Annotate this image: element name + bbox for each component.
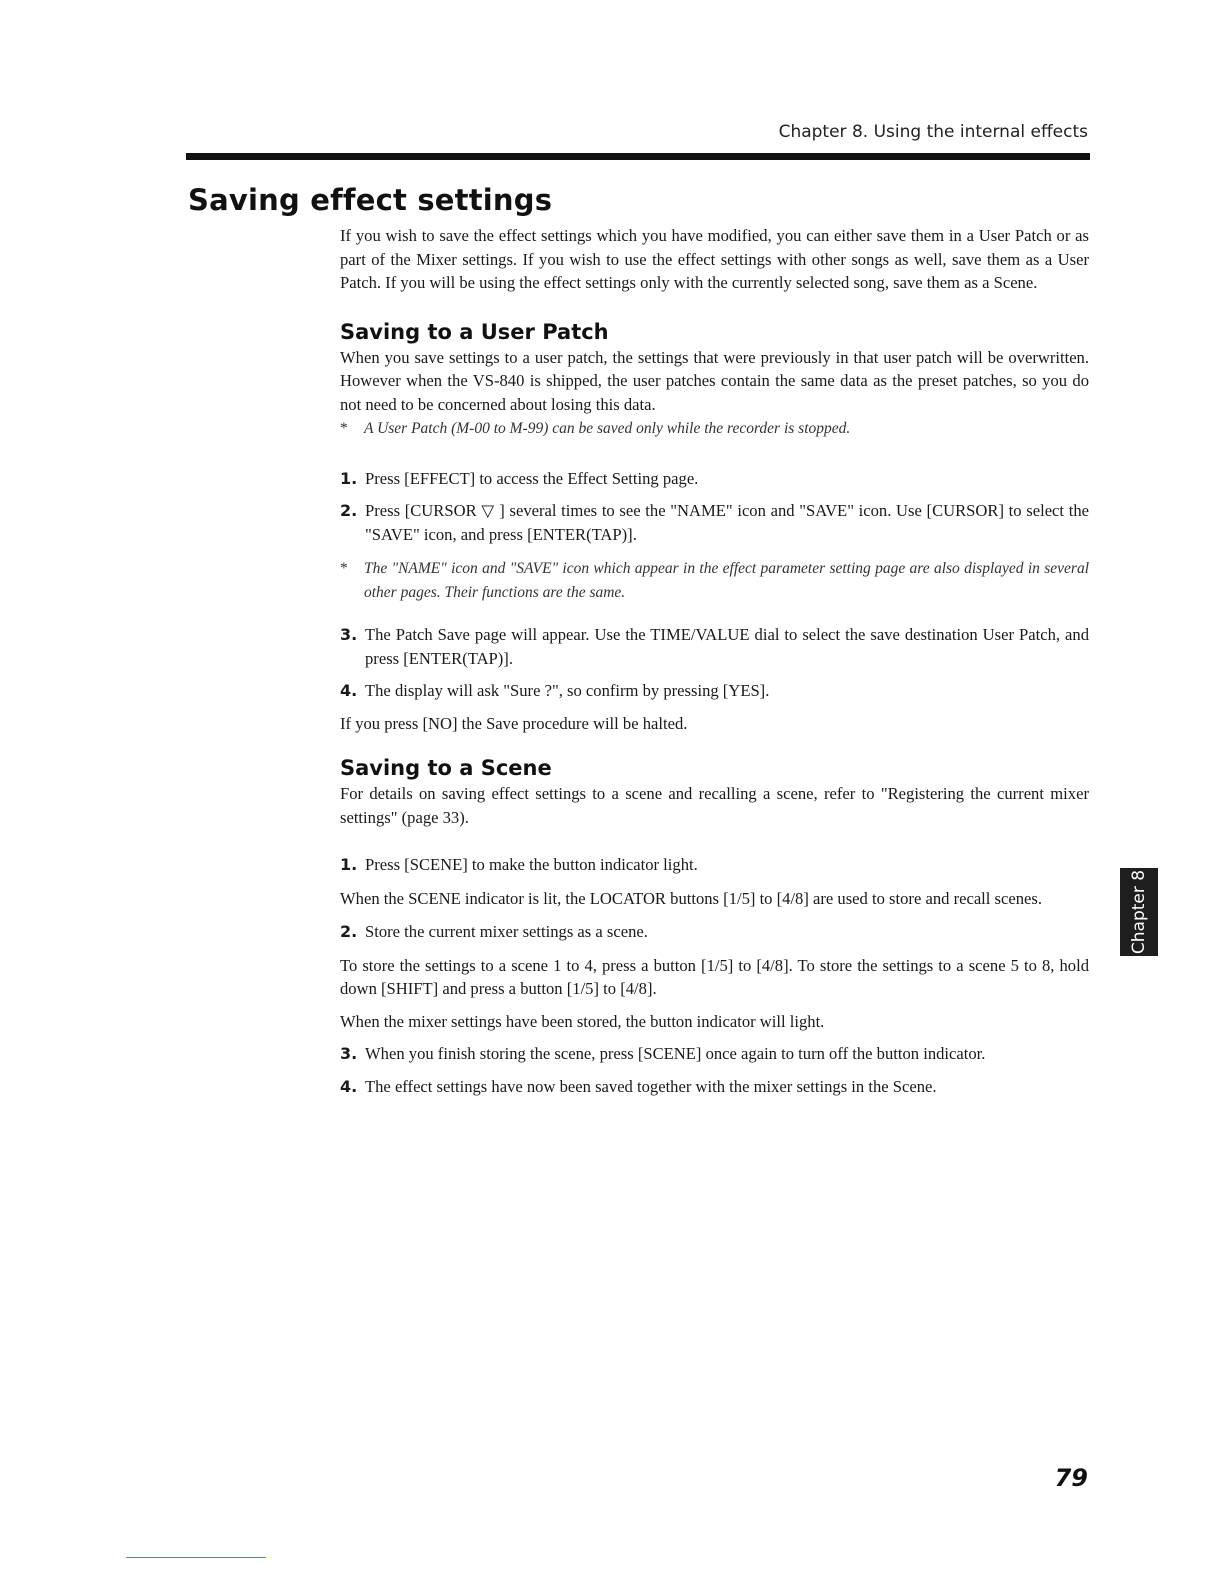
chapter-side-tab bbox=[1120, 868, 1158, 956]
step-text: Press [CURSOR ▽ ] several times to see the "NAME" icon and "SAVE" icon. Use [CURSOR] to select the "SAVE" icon, and press [ENTER(TAP)]. bbox=[365, 501, 1089, 544]
step-item bbox=[340, 1042, 1089, 1066]
user-patch-steps bbox=[340, 467, 1089, 547]
step-text: Press [SCENE] to make the button indicator light. bbox=[365, 855, 698, 874]
step-item bbox=[340, 499, 1089, 546]
section-heading-scene: Saving to a Scene bbox=[340, 756, 552, 780]
step-text: Press [EFFECT] to access the Effect Setting page. bbox=[365, 468, 699, 488]
step-number: 3. bbox=[340, 1044, 358, 1063]
page-number: 79 bbox=[1054, 1464, 1088, 1492]
scene-steps bbox=[340, 853, 1089, 877]
step-text: The display will ask "Sure ?", so confirm by pressing [YES]. bbox=[365, 681, 770, 700]
step-sub-text: To store the settings to a scene 1 to 4, press a button [1/5] to [4/8]. To store the settings to a scene 5 to 8, hold down [SHIFT] and press a button [1/5] to [4/8]. bbox=[340, 955, 1089, 998]
note-asterisk: * bbox=[340, 560, 348, 577]
step-number: 1. bbox=[340, 468, 358, 488]
step-number: 4. bbox=[340, 681, 358, 700]
step-sub-text: When the SCENE indicator is lit, the LOCATOR buttons [1/5] to [4/8] are used to store and recall scenes. bbox=[340, 888, 1043, 908]
scene-steps-3 bbox=[340, 1042, 1089, 1098]
step-sub-text: If you press [NO] the Save procedure will be halted. bbox=[340, 713, 688, 733]
footer-line bbox=[126, 1557, 266, 1558]
header-rule bbox=[186, 153, 1090, 160]
note-user-patch-stopped bbox=[340, 417, 1089, 441]
note-text: A User Patch (M-00 to M-99) can be saved only while the recorder is stopped. bbox=[364, 420, 851, 437]
step-item bbox=[340, 623, 1089, 670]
running-header: Chapter 8. Using the internal effects bbox=[778, 122, 1088, 142]
main-content bbox=[340, 224, 1089, 1098]
page-title: Saving effect settings bbox=[188, 183, 553, 217]
step-item bbox=[340, 467, 1089, 491]
step-number: 1. bbox=[340, 855, 358, 874]
step-text: The Patch Save page will appear. Use the TIME/VALUE dial to select the save destination User Patch, and press [ENTER(TAP)]. bbox=[365, 625, 1089, 668]
step-number: 2. bbox=[340, 922, 358, 941]
note-name-save-icons bbox=[340, 557, 1089, 604]
step-item bbox=[340, 853, 1089, 877]
scene-steps-2 bbox=[340, 920, 1089, 944]
user-patch-steps-continued bbox=[340, 623, 1089, 703]
step-number: 2. bbox=[340, 501, 358, 520]
step-item bbox=[340, 920, 1089, 944]
section-heading-user-patch: Saving to a User Patch bbox=[340, 319, 609, 344]
chapter-tab-label: Chapter 8 bbox=[1129, 869, 1149, 955]
step-text: The effect settings have now been saved together with the mixer settings in the Scene. bbox=[365, 1076, 937, 1096]
intro-paragraph: If you wish to save the effect settings which you have modified, you can either save them in a User Patch or as part of the Mixer settings. If you wish to use the effect settings with other songs as well, save them as a User Patch. If you will be using the effect settings only with the currently selected song, save them as a Scene. bbox=[340, 226, 1089, 292]
step-number: 4. bbox=[340, 1076, 358, 1096]
scene-paragraph: For details on saving effect settings to a scene and recalling a scene, refer to "Registering the current mixer settings" (page 33). bbox=[340, 784, 1089, 827]
step-number: 3. bbox=[340, 625, 358, 644]
user-patch-paragraph: When you save settings to a user patch, the settings that were previously in that user patch will be overwritten. However when the VS-840 is shipped, the user patches contain the same data as the preset patches, so you do not need to be concerned about losing this data. bbox=[340, 347, 1089, 414]
note-text: The "NAME" icon and "SAVE" icon which appear in the effect parameter setting page are also displayed in several other pages. Their functions are the same. bbox=[364, 560, 1089, 601]
note-asterisk: * bbox=[340, 420, 348, 437]
step-sub-text: When the mixer settings have been stored, the button indicator will light. bbox=[340, 1011, 825, 1031]
step-item bbox=[340, 1075, 1089, 1099]
step-text: When you finish storing the scene, press [SCENE] once again to turn off the button indicator. bbox=[365, 1044, 986, 1063]
step-text: Store the current mixer settings as a scene. bbox=[365, 922, 648, 941]
step-item bbox=[340, 679, 1089, 703]
